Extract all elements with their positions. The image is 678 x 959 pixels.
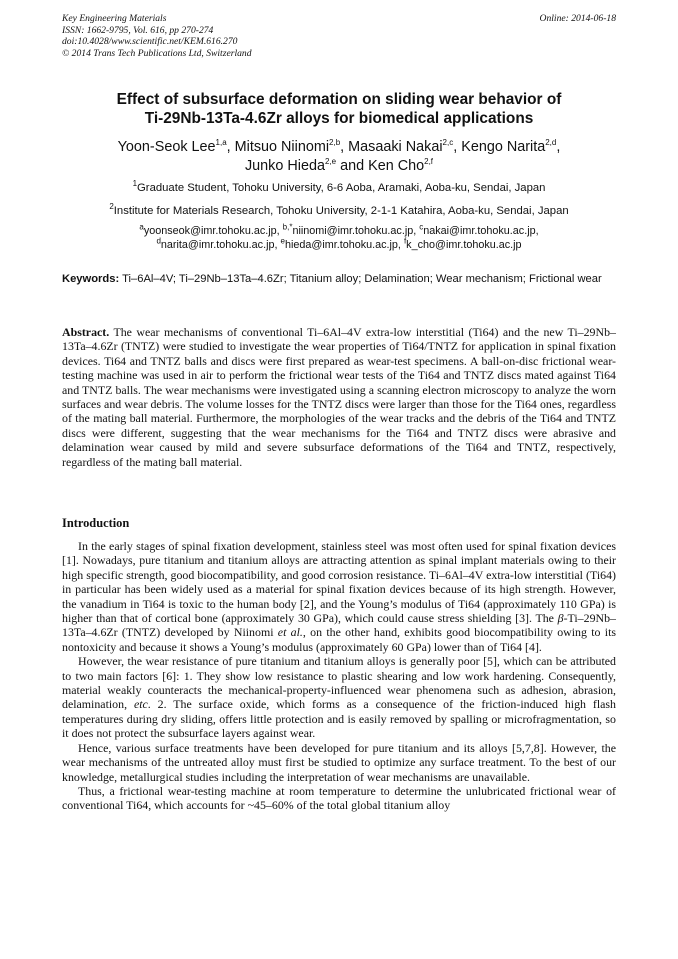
- email-sup: d: [156, 235, 161, 245]
- etc-italic: etc: [133, 697, 148, 712]
- paper-title: [62, 90, 616, 128]
- abstract-text: The wear mechanisms of conventional Ti–6Al–4V extra-low interstitial (Ti64) and the new Ti–29Nb–13Ta–4.6Zr (TNTZ) were studied to investigate the wear properties of Ti64/TNTZ for application in spinal fixation devices. Ti64 and TNTZ balls and discs were first prepared as wear-test specimens. A ball-on-disc frictional wear-testing machine was used in air to perform the frictional wear tests of the Ti64 and TNTZ discs mated against Ti64 and TNTZ balls. The wear mechanisms were investigated using a scanning electron microscopy to analyze the worn surfaces and wear debris. The volume losses for the TNTZ discs were larger than those for the Ti64 ones, regardless of the mating ball material. Furthermore, the morphologies of the wear tracks and the debris of the Ti64 and TNTZ discs were different, suggesting that the wear mechanisms for the Ti64 and TNTZ discs were abrasive and delamination wear caused by mild and severe subsurface deformations of the Ti64 and TNTZ, respectively, regardless of the mating ball material.: [62, 325, 616, 469]
- email-sup: b,*: [282, 222, 293, 232]
- affiliation-sup: 1: [132, 179, 138, 189]
- journal-name: Key Engineering Materials: [62, 13, 167, 24]
- issn-line: ISSN: 1662-9795, Vol. 616, pp 270-274: [62, 24, 214, 36]
- email-link[interactable]: yoonseok@imr.tohoku.ac.jp,: [143, 225, 283, 237]
- paragraph: Hence, various surface treatments have been developed for pure titanium and its alloys [5,7,8]. However, the wear mechanisms of the untreated alloy must first be studied to optimize any surface treatment. To the best of our knowledge, metallurgical studies including the interpretation of wear mechanisms are unavailable.: [62, 740, 616, 784]
- author-name: Mitsuo Niinomi: [234, 139, 330, 155]
- author-sup: 2,b: [329, 138, 341, 148]
- author-name: Junko Hieda: [244, 158, 325, 174]
- et-al: et al.: [277, 625, 303, 640]
- author-sup: 1,a: [215, 138, 227, 148]
- author-sep: ,: [340, 139, 349, 155]
- affiliation-2: [62, 204, 616, 218]
- author-list: [62, 138, 616, 176]
- section-heading-introduction: Introduction: [62, 516, 130, 530]
- author-sup: 2,e: [324, 157, 337, 167]
- keywords-text: Ti–6Al–4V; Ti–29Nb–13Ta–4.6Zr; Titanium alloy; Delamination; Wear mechanism; Frictional wear: [119, 273, 602, 285]
- email-sup: e: [280, 235, 285, 245]
- paragraph-text: -Ti–29Nb–13Ta–4.6Zr (TNTZ) developed by Niinomi: [62, 611, 616, 640]
- email-link[interactable]: hieda@imr.tohoku.ac.jp,: [284, 238, 404, 251]
- affiliation-sup: 2: [109, 202, 114, 212]
- email-sup: f: [403, 235, 407, 245]
- introduction-body: [62, 539, 616, 813]
- author-sep: ,: [556, 139, 561, 155]
- author-name: Ken Cho: [368, 158, 425, 174]
- email-sup: c: [419, 222, 424, 232]
- paragraph: [62, 539, 616, 654]
- paragraph: [62, 654, 616, 740]
- author-name: Kengo Narita: [461, 139, 546, 155]
- journal-header: [62, 13, 616, 59]
- keywords-label: Keywords:: [62, 273, 120, 285]
- author-sup: 2,f: [424, 157, 434, 167]
- paragraph-text: In the early stages of spinal fixation development, stainless steel was most often used for spinal fixation devices [1]. Nowadays, pure titanium and titanium alloys are attracting attention as spinal implant materials owing to their high specific strength, good biocompatibility, and good corrosion resistance. Ti–6Al–4V extra-low interstitial (Ti64) in particular has been widely used as a material for spinal fixation devices because of its high strength. However, the vanadium in Ti64 is toxic to the human body [2], and the Young’s modulus of Ti64 (approximately 110 GPa) is higher than that of cortical bone (approximately 30 GPa), which could cause stress shielding [3]. The: [62, 539, 616, 626]
- copyright-line: © 2014 Trans Tech Publications Ltd, Switzerland: [62, 47, 252, 59]
- email-link[interactable]: nakai@imr.tohoku.ac.jp,: [423, 225, 539, 237]
- doi-line: doi:10.4028/www.scientific.net/KEM.616.270: [62, 36, 238, 48]
- title-line-1: Effect of subsurface deformation on sliding wear behavior of: [116, 91, 562, 108]
- author-sep: ,: [453, 139, 462, 155]
- author-sep: ,: [226, 139, 235, 155]
- online-date: Online: 2014-06-18: [539, 13, 616, 24]
- author-name: Masaaki Nakai: [348, 139, 443, 155]
- affiliation-text: Institute for Materials Research, Tohoku University, 2-1-1 Katahira, Aoba-ku, Sendai, Japan: [113, 205, 569, 217]
- email-sup: a: [139, 222, 144, 232]
- author-sep: and: [336, 158, 369, 174]
- affiliation-1: [62, 181, 616, 195]
- email-list: [62, 222, 616, 252]
- paragraph-text: , on the other hand, exhibits good biocompatibility owing to its nontoxicity and because it shows a Young’s modulus (approximately 60 GPa) lower than of Ti64 [4].: [62, 625, 616, 654]
- title-line-2: Ti-29Nb-13Ta-4.6Zr alloys for biomedical applications: [144, 110, 534, 127]
- author-name: Yoon-Seok Lee: [117, 139, 216, 155]
- paragraph: Thus, a frictional wear-testing machine at room temperature to determine the unlubricated frictional wear of conventional Ti64, which accounts for ~45–60% of the total global titanium alloy: [62, 783, 616, 813]
- abstract-label: Abstract.: [62, 325, 110, 339]
- affiliation-text: Graduate Student, Tohoku University, 6-6 Aoba, Aramaki, Aoba-ku, Sendai, Japan: [137, 182, 546, 194]
- author-sup: 2,d: [545, 138, 557, 148]
- email-link[interactable]: niinomi@imr.tohoku.ac.jp,: [292, 225, 420, 237]
- email-link[interactable]: narita@imr.tohoku.ac.jp,: [160, 238, 281, 251]
- author-sup: 2,c: [442, 138, 454, 148]
- keywords: [62, 272, 616, 286]
- paragraph-text: . 2. The surface oxide, which forms as a consequence of the friction-induced high flash temperatures during dry sliding, offers little protection and is easily removed by spalling or microfragmentation, so it does not protect the subsurface layers against wear.: [62, 697, 616, 741]
- beta-symbol: β: [557, 611, 564, 626]
- abstract: [62, 325, 616, 469]
- paragraph-text: However, the wear resistance of pure titanium and titanium alloys is generally poor [5], which can be attributed to two main factors [6]: 1. They show low resistance to plastic shearing and low work hardening. Consequently, material weakly counteracts the mechanical-property-influenced wear phenomena such as adhesion, abrasion, delamination,: [62, 654, 616, 712]
- email-link[interactable]: k_cho@imr.tohoku.ac.jp: [406, 238, 522, 251]
